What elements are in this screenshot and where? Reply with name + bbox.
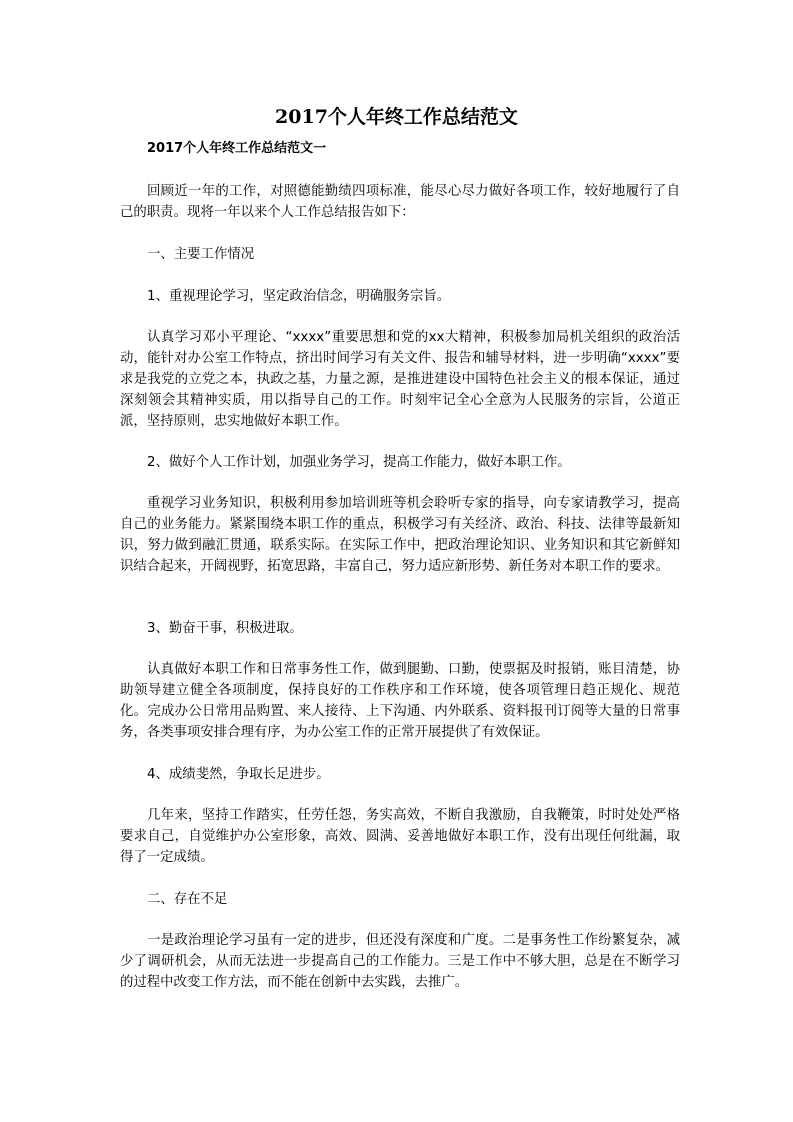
section1-heading: 一、主要工作情况: [147, 247, 255, 262]
item4-paragraph: 几年来，坚持工作踏实，任劳任怨，务实高效，不断自我激励，自我鞭策，时时处处严格要求自己，自觉维护办公室形象，高效、圆满、妥善地做好本职工作，没有出现任何纰漏，取得了一定成绩。: [120, 808, 680, 865]
item3-heading: 3、勤奋干事，积极进取。: [147, 621, 303, 636]
item2-heading: 2、做好个人工作计划，加强业务学习，提高工作能力，做好本职工作。: [147, 455, 571, 470]
intro-paragraph: 回顾近一年的工作，对照德能勤绩四项标准，能尽心尽力做好各项工作，较好地履行了自己的职责。现将一年以来个人工作总结报告如下：: [120, 184, 680, 220]
section2-heading: 二、存在不足: [147, 892, 228, 907]
item2-paragraph: 重视学习业务知识，积极利用参加培训班等机会聆听专家的指导，向专家请教学习，提高自己的业务能力。紧紧围绕本职工作的重点，积极学习有关经济、政治、科技、法律等最新知识，努力做到融汇贯通，联系实际。在实际工作中，把政治理论知识、业务知识和其它新鲜知识结合起来，开阔视野，拓宽思路，丰富自己，努力适应新形势、新任务对本职工作的要求。: [120, 496, 680, 574]
section2-paragraph: 一是政治理论学习虽有一定的进步，但还没有深度和广度。二是事务性工作纷繁复杂，减少了调研机会，从而无法进一步提高自己的工作能力。三是工作中不够大胆，总是在不断学习的过程中改变工作方法，而不能在创新中去实践，去推广。: [120, 933, 680, 990]
item4-heading: 4、成绩斐然，争取长足进步。: [147, 767, 330, 782]
item1-paragraph: 认真学习邓小平理论、“xxxx”重要思想和党的xx大精神，积极参加局机关组织的政治活动，能针对办公室工作特点，挤出时间学习有关文件、报告和辅导材料，进一步明确“xxxx”要求是我党的立党之本，执政之基，力量之源，是推进建设中国特色社会主义的根本保证，通过深刻领会其精神实质，用以指导自己的工作。时刻牢记全心全意为人民服务的宗旨，公道正派，坚持原则，忠实地做好本职工作。: [120, 330, 680, 429]
item1-heading: 1、重视理论学习，坚定政治信念，明确服务宗旨。: [147, 289, 451, 304]
document-title: 2017个人年终工作总结范文: [275, 106, 518, 128]
document-subtitle: 2017个人年终工作总结范文一: [147, 141, 327, 156]
item3-paragraph: 认真做好本职工作和日常事务性工作，做到腿勤、口勤，使票据及时报销，账目清楚，协助领导建立健全各项制度，保持良好的工作秩序和工作环境，使各项管理日趋正规化、规范化。完成办公日常用品购置、来人接待、上下沟通、内外联系、资料报刊订阅等大量的日常事务，各类事项安排合理有序，为办公室工作的正常开展提供了有效保证。: [120, 662, 680, 740]
